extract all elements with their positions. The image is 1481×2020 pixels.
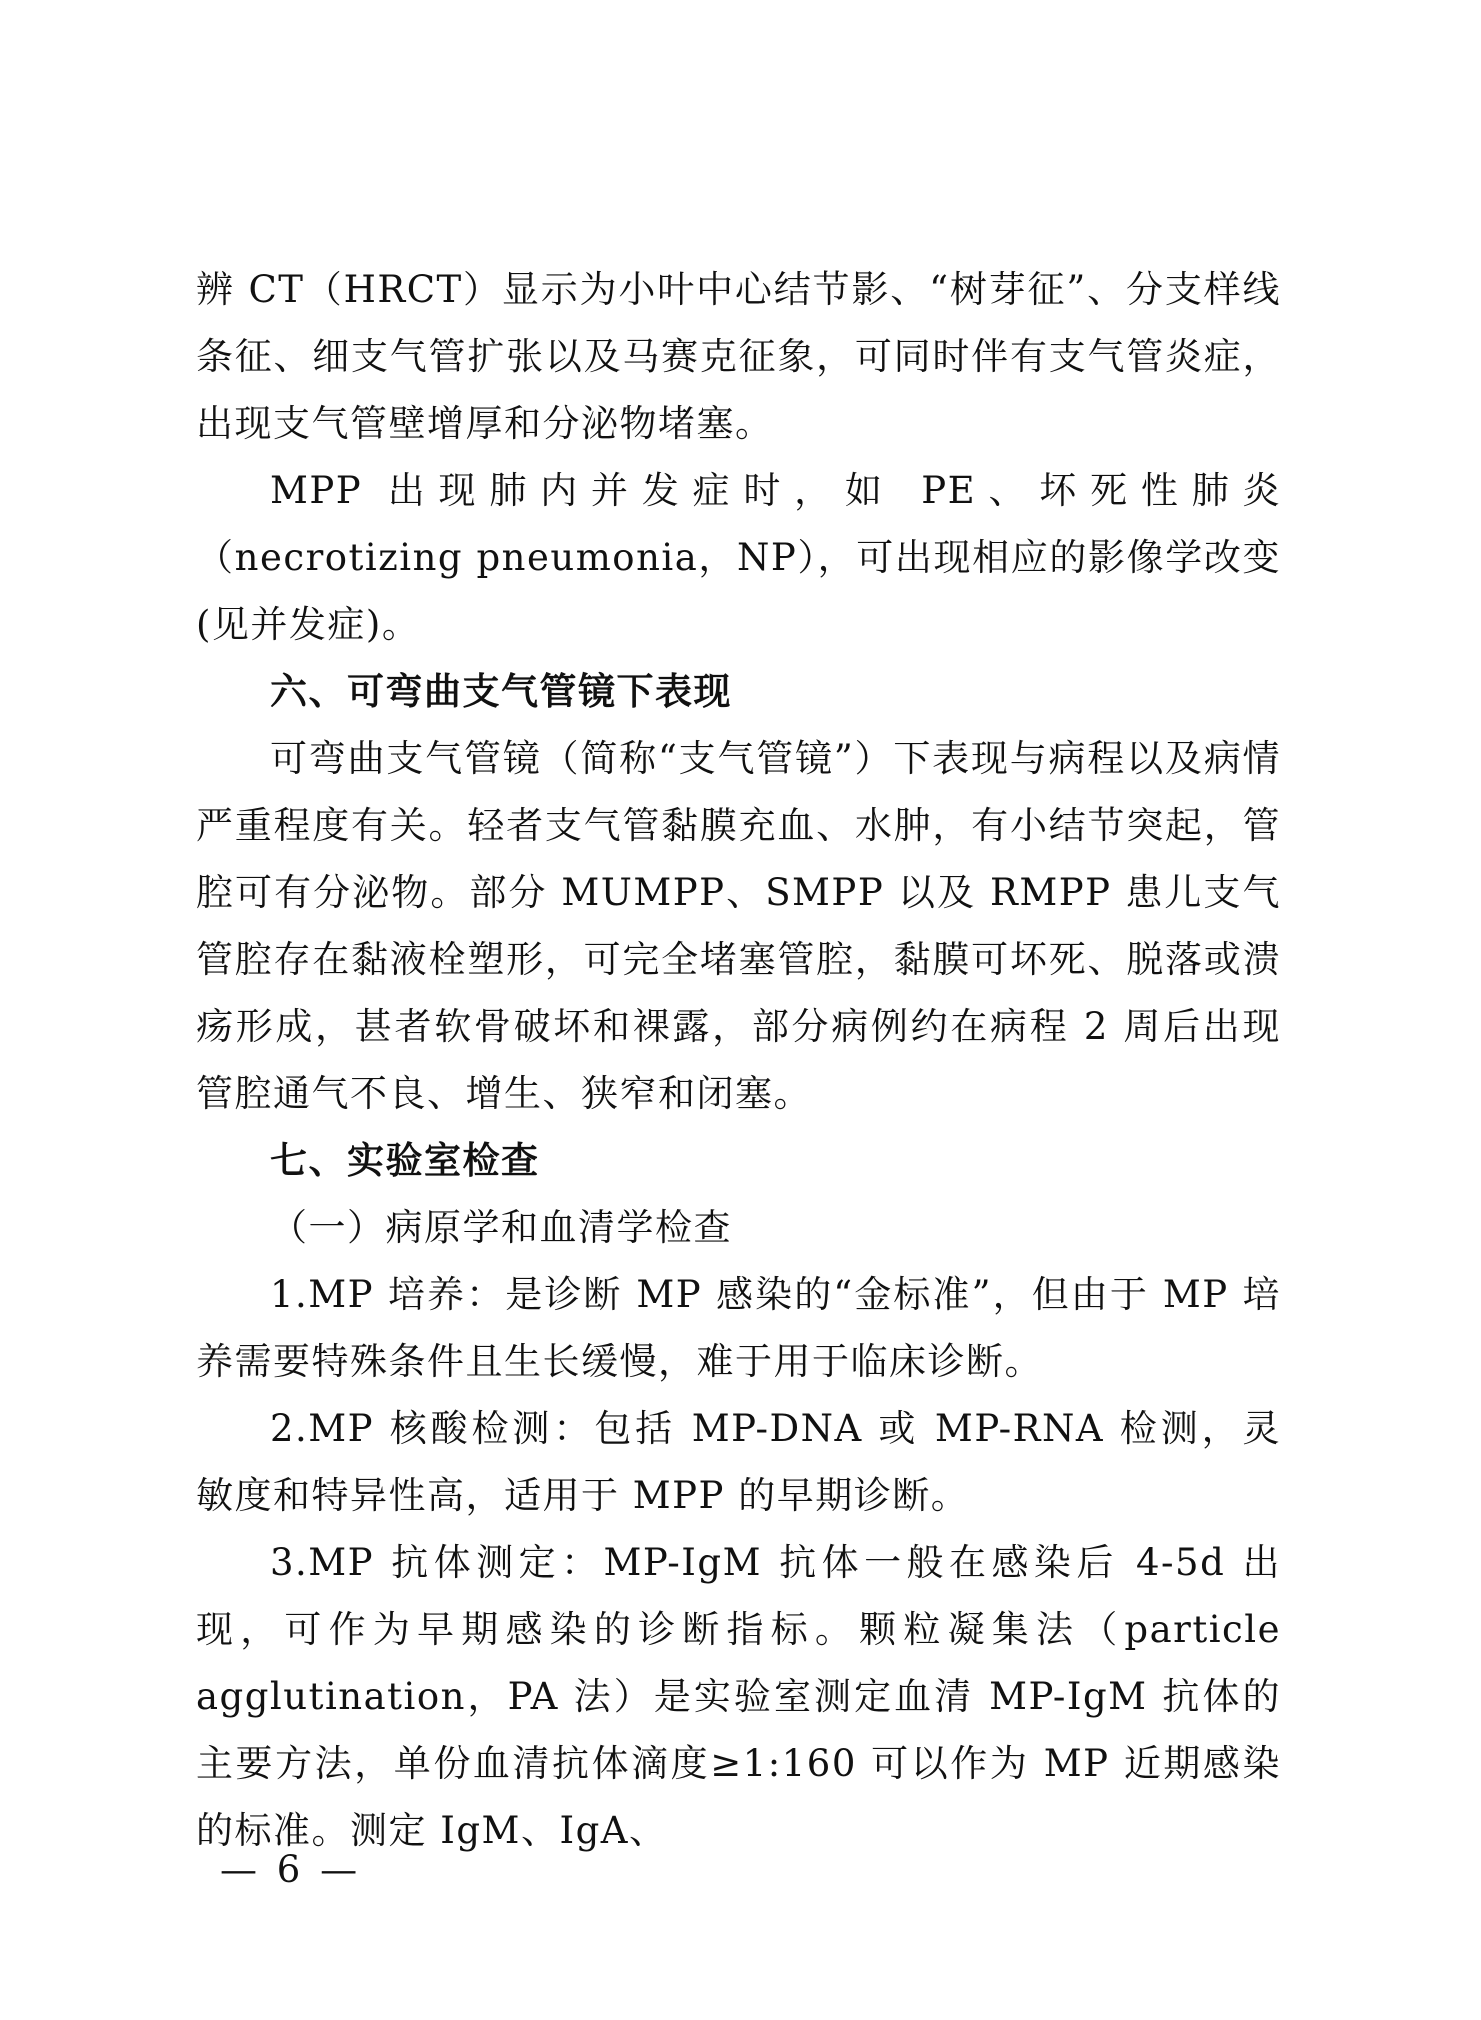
paragraph-mp-nucleic-acid: 2.MP 核酸检测：包括 MP-DNA 或 MP-RNA 检测，灵敏度和特异性高，适用于 MPP 的早期诊断。 xyxy=(196,1407,1281,1517)
body-text xyxy=(196,256,1281,1864)
paragraph-mp-antibody: 3.MP 抗体测定：MP-IgM 抗体一般在感染后 4-5d 出现，可作为早期感染的诊断指标。颗粒凝集法（particle agglutination，PA 法）是实验室测定血清 MP-IgM 抗体的主要方法，单份血清抗体滴度≥1:160 可以作为 MP 近期感染的标准。测定 IgM、IgA、 xyxy=(196,1541,1281,1852)
paragraph-hrct: 辨 CT（HRCT）显示为小叶中心结节影、“树芽征”、分支样线条征、细支气管扩张以及马赛克征象，可同时伴有支气管炎症，出现支气管壁增厚和分泌物堵塞。 xyxy=(196,268,1281,445)
paragraph-bronchoscopy: 可弯曲支气管镜（简称“支气管镜”）下表现与病程以及病情严重程度有关。轻者支气管黏膜充血、水肿，有小结节突起，管腔可有分泌物。部分 MUMPP、SMPP 以及 RMPP 患儿支气管腔存在黏液栓塑形，可完全堵塞管腔，黏膜可坏死、脱落或溃疡形成，甚者软骨破坏和裸露，部分病例约在病程 2 周后出现管腔通气不良、增生、狭窄和闭塞。 xyxy=(196,737,1281,1115)
paragraph-mp-culture: 1.MP 培养：是诊断 MP 感染的“金标准”，但由于 MP 培养需要特殊条件且生长缓慢，难于用于临床诊断。 xyxy=(196,1273,1281,1383)
paragraph-complications: MPP 出现肺内并发症时，如 PE、坏死性肺炎（necrotizing pneumonia，NP），可出现相应的影像学改变(见并发症)。 xyxy=(196,469,1281,646)
section-heading-lab-tests: 七、实验室检查 xyxy=(270,1139,540,1182)
page-number: — 6 — xyxy=(220,1848,362,1891)
subsection-heading-pathogen: （一）病原学和血清学检查 xyxy=(270,1206,732,1249)
section-heading-bronchoscopy: 六、可弯曲支气管镜下表现 xyxy=(270,670,732,713)
